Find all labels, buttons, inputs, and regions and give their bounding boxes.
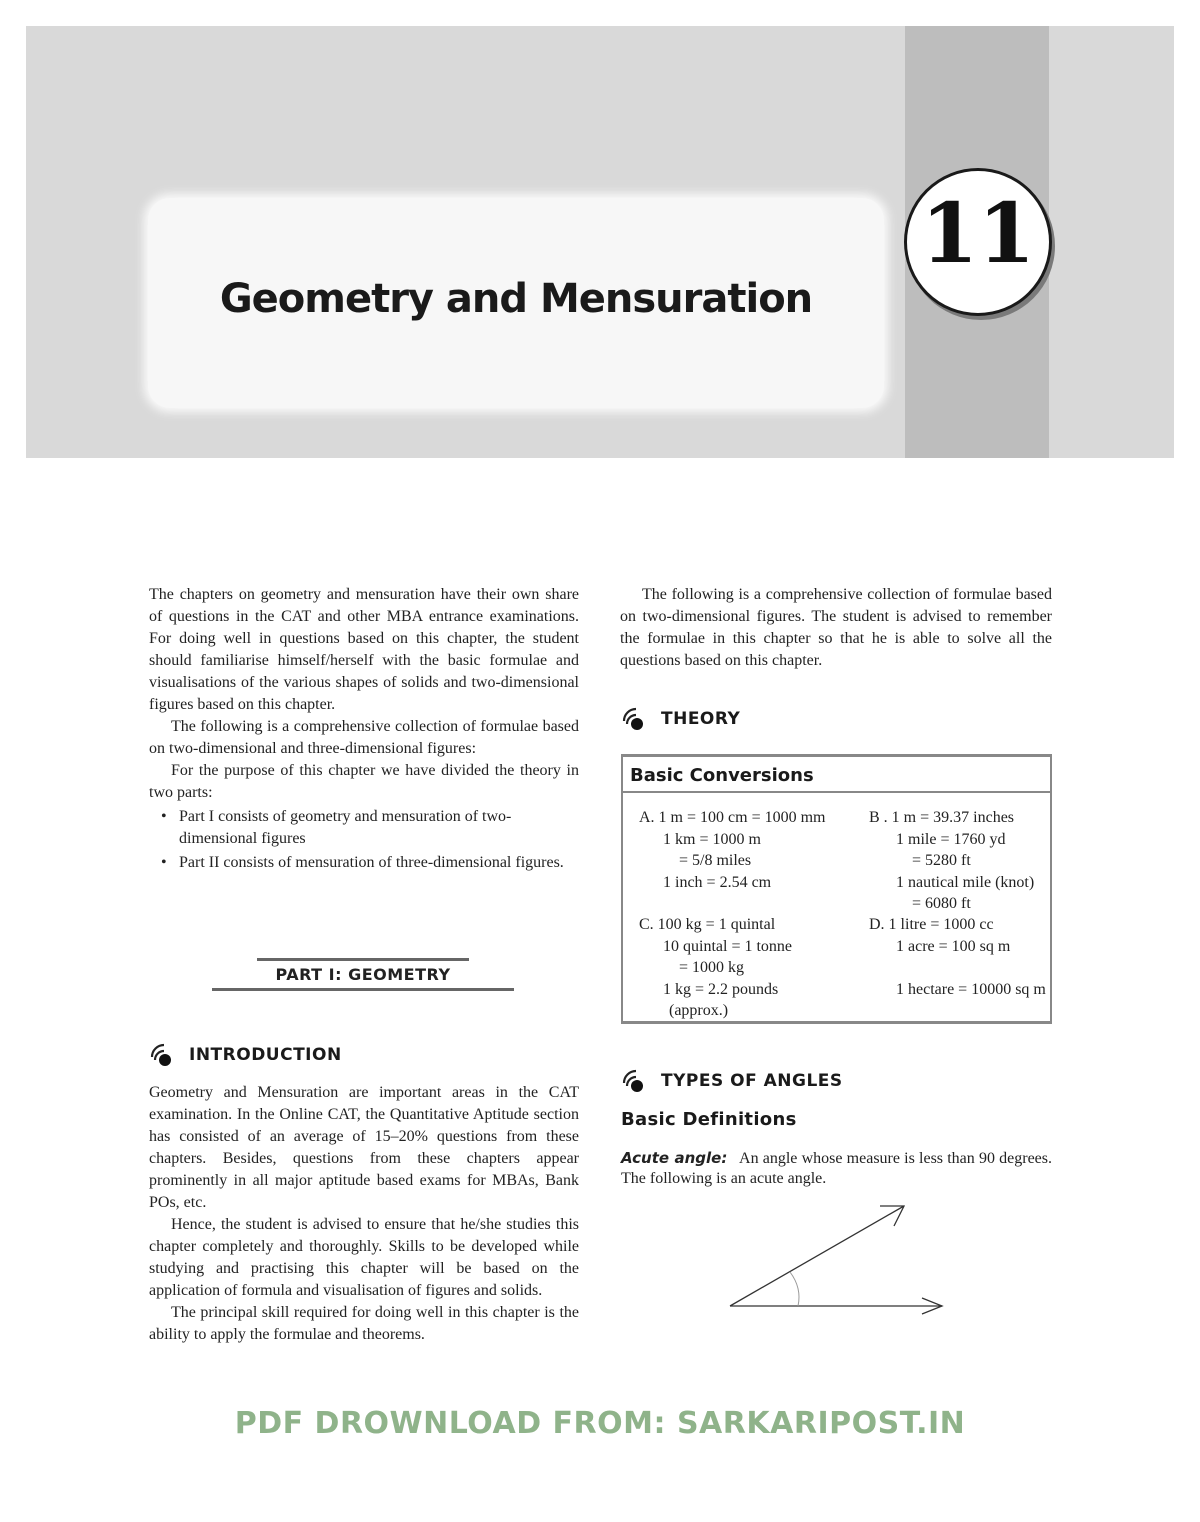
- introduction-paragraph: Hence, the student is advised to ensure that he/she studies this chapter completely and thoroughly. Skills to be developed while studying and practising this chapter will be based on the application of formula and visualisation of figures and solids.: [149, 1216, 579, 1299]
- introduction-body: [149, 1082, 579, 1346]
- conversion-line: 1 hectare = 10000 sq m: [896, 981, 1046, 998]
- chapter-title: Geometry and Mensuration: [219, 276, 813, 322]
- conversion-line: = 6080 ft: [912, 895, 971, 912]
- signal-icon: [621, 1069, 647, 1093]
- intro-paragraph: The following is a comprehensive collection of formulae based on two-dimensional and three-dimensional figures:: [149, 718, 579, 757]
- left-intro-column: [149, 584, 579, 876]
- conversion-line: = 5280 ft: [912, 852, 971, 869]
- conversion-line: 1 nautical mile (knot): [896, 874, 1035, 891]
- acute-angle-definition: [621, 1148, 1052, 1189]
- conversion-line: A. 1 m = 100 cm = 1000 mm: [639, 809, 826, 826]
- conversion-line: 10 quintal = 1 tonne: [663, 938, 793, 955]
- signal-icon: [149, 1043, 175, 1067]
- conversion-line: = 1000 kg: [679, 959, 745, 976]
- introduction-heading: [189, 1045, 342, 1065]
- conversion-line: 1 mile = 1760 yd: [896, 831, 1006, 848]
- part-heading-label: PART I: GEOMETRY: [275, 965, 451, 984]
- section-heading-text: TYPES OF ANGLES: [661, 1071, 843, 1091]
- chapter-number-badge: [904, 168, 1052, 316]
- conversion-line: 1 inch = 2.54 cm: [663, 874, 772, 891]
- list-item: • Part II consists of mensuration of three-dimensional figures.: [179, 852, 579, 874]
- acute-angle-term: Acute angle:: [621, 1149, 728, 1167]
- intro-paragraph: For the purpose of this chapter we have divided the theory in two parts:: [149, 762, 579, 801]
- intro-paragraph: The chapters on geometry and mensuration have their own share of questions in the CAT and other MBA entrance examinations. For doing well in questions based on this chapter, the student should familiarise himself/herself with the basic formulae and visualisations of the various shapes of solids and two-dimensional figures based on this chapter.: [149, 586, 579, 713]
- download-watermark: PDF DROWNLOAD FROM: SARKARIPOST.IN: [234, 1406, 966, 1441]
- part-heading: [212, 958, 514, 991]
- introduction-paragraph: Geometry and Mensuration are important areas in the CAT examination. In the Online CAT, the Quantitative Aptitude section has consisted of an average of 15–20% questions from these chapters. Besides, questions from these chapters appear prominently in all major aptitude based exams for MBAs, Bank POs, etc.: [149, 1084, 579, 1211]
- conversion-line: B . 1 m = 39.37 inches: [869, 809, 1015, 826]
- acute-angle-figure: [720, 1196, 956, 1316]
- conversion-line: (approx.): [669, 1002, 729, 1019]
- chapter-title-box: [148, 198, 884, 408]
- angle-arc: [790, 1272, 799, 1306]
- divider: [212, 988, 514, 991]
- section-heading-text: INTRODUCTION: [189, 1045, 342, 1065]
- conversion-line: 1 kg = 2.2 pounds: [663, 981, 779, 998]
- signal-icon: [621, 707, 647, 731]
- basic-definitions-heading: Basic Definitions: [621, 1109, 797, 1130]
- conversion-line: 1 km = 1000 m: [663, 831, 761, 848]
- arrowhead-icon: [880, 1206, 904, 1226]
- conversion-line: = 5/8 miles: [679, 852, 752, 869]
- chapter-number: 11: [920, 186, 1036, 282]
- conversion-line: C. 100 kg = 1 quintal: [639, 916, 776, 933]
- conversions-title: Basic Conversions: [623, 757, 1050, 793]
- conversion-line: D. 1 litre = 1000 cc: [869, 916, 994, 933]
- basic-conversions-box: [621, 754, 1052, 1024]
- intro-paragraph: The following is a comprehensive collection of formulae based on two-dimensional figures. The student is advised to remember the formulae in this chapter so that he is able to solve all the questions based on this chapter.: [620, 586, 1052, 669]
- conversion-line: 1 acre = 100 sq m: [896, 938, 1011, 955]
- types-of-angles-heading: [661, 1071, 843, 1091]
- parts-list: [149, 806, 579, 874]
- angle-ray: [730, 1206, 904, 1306]
- theory-heading: [661, 709, 740, 729]
- introduction-paragraph: The principal skill required for doing well in this chapter is the ability to apply the formulae and theorems.: [149, 1304, 579, 1343]
- right-intro-column: [620, 584, 1052, 672]
- section-heading-text: THEORY: [661, 709, 741, 729]
- acute-angle-text: An angle whose measure is less than 90 degrees. The following is an acute angle.: [621, 1150, 1052, 1187]
- list-item: • Part I consists of geometry and mensuration of two-dimensional figures: [179, 806, 579, 850]
